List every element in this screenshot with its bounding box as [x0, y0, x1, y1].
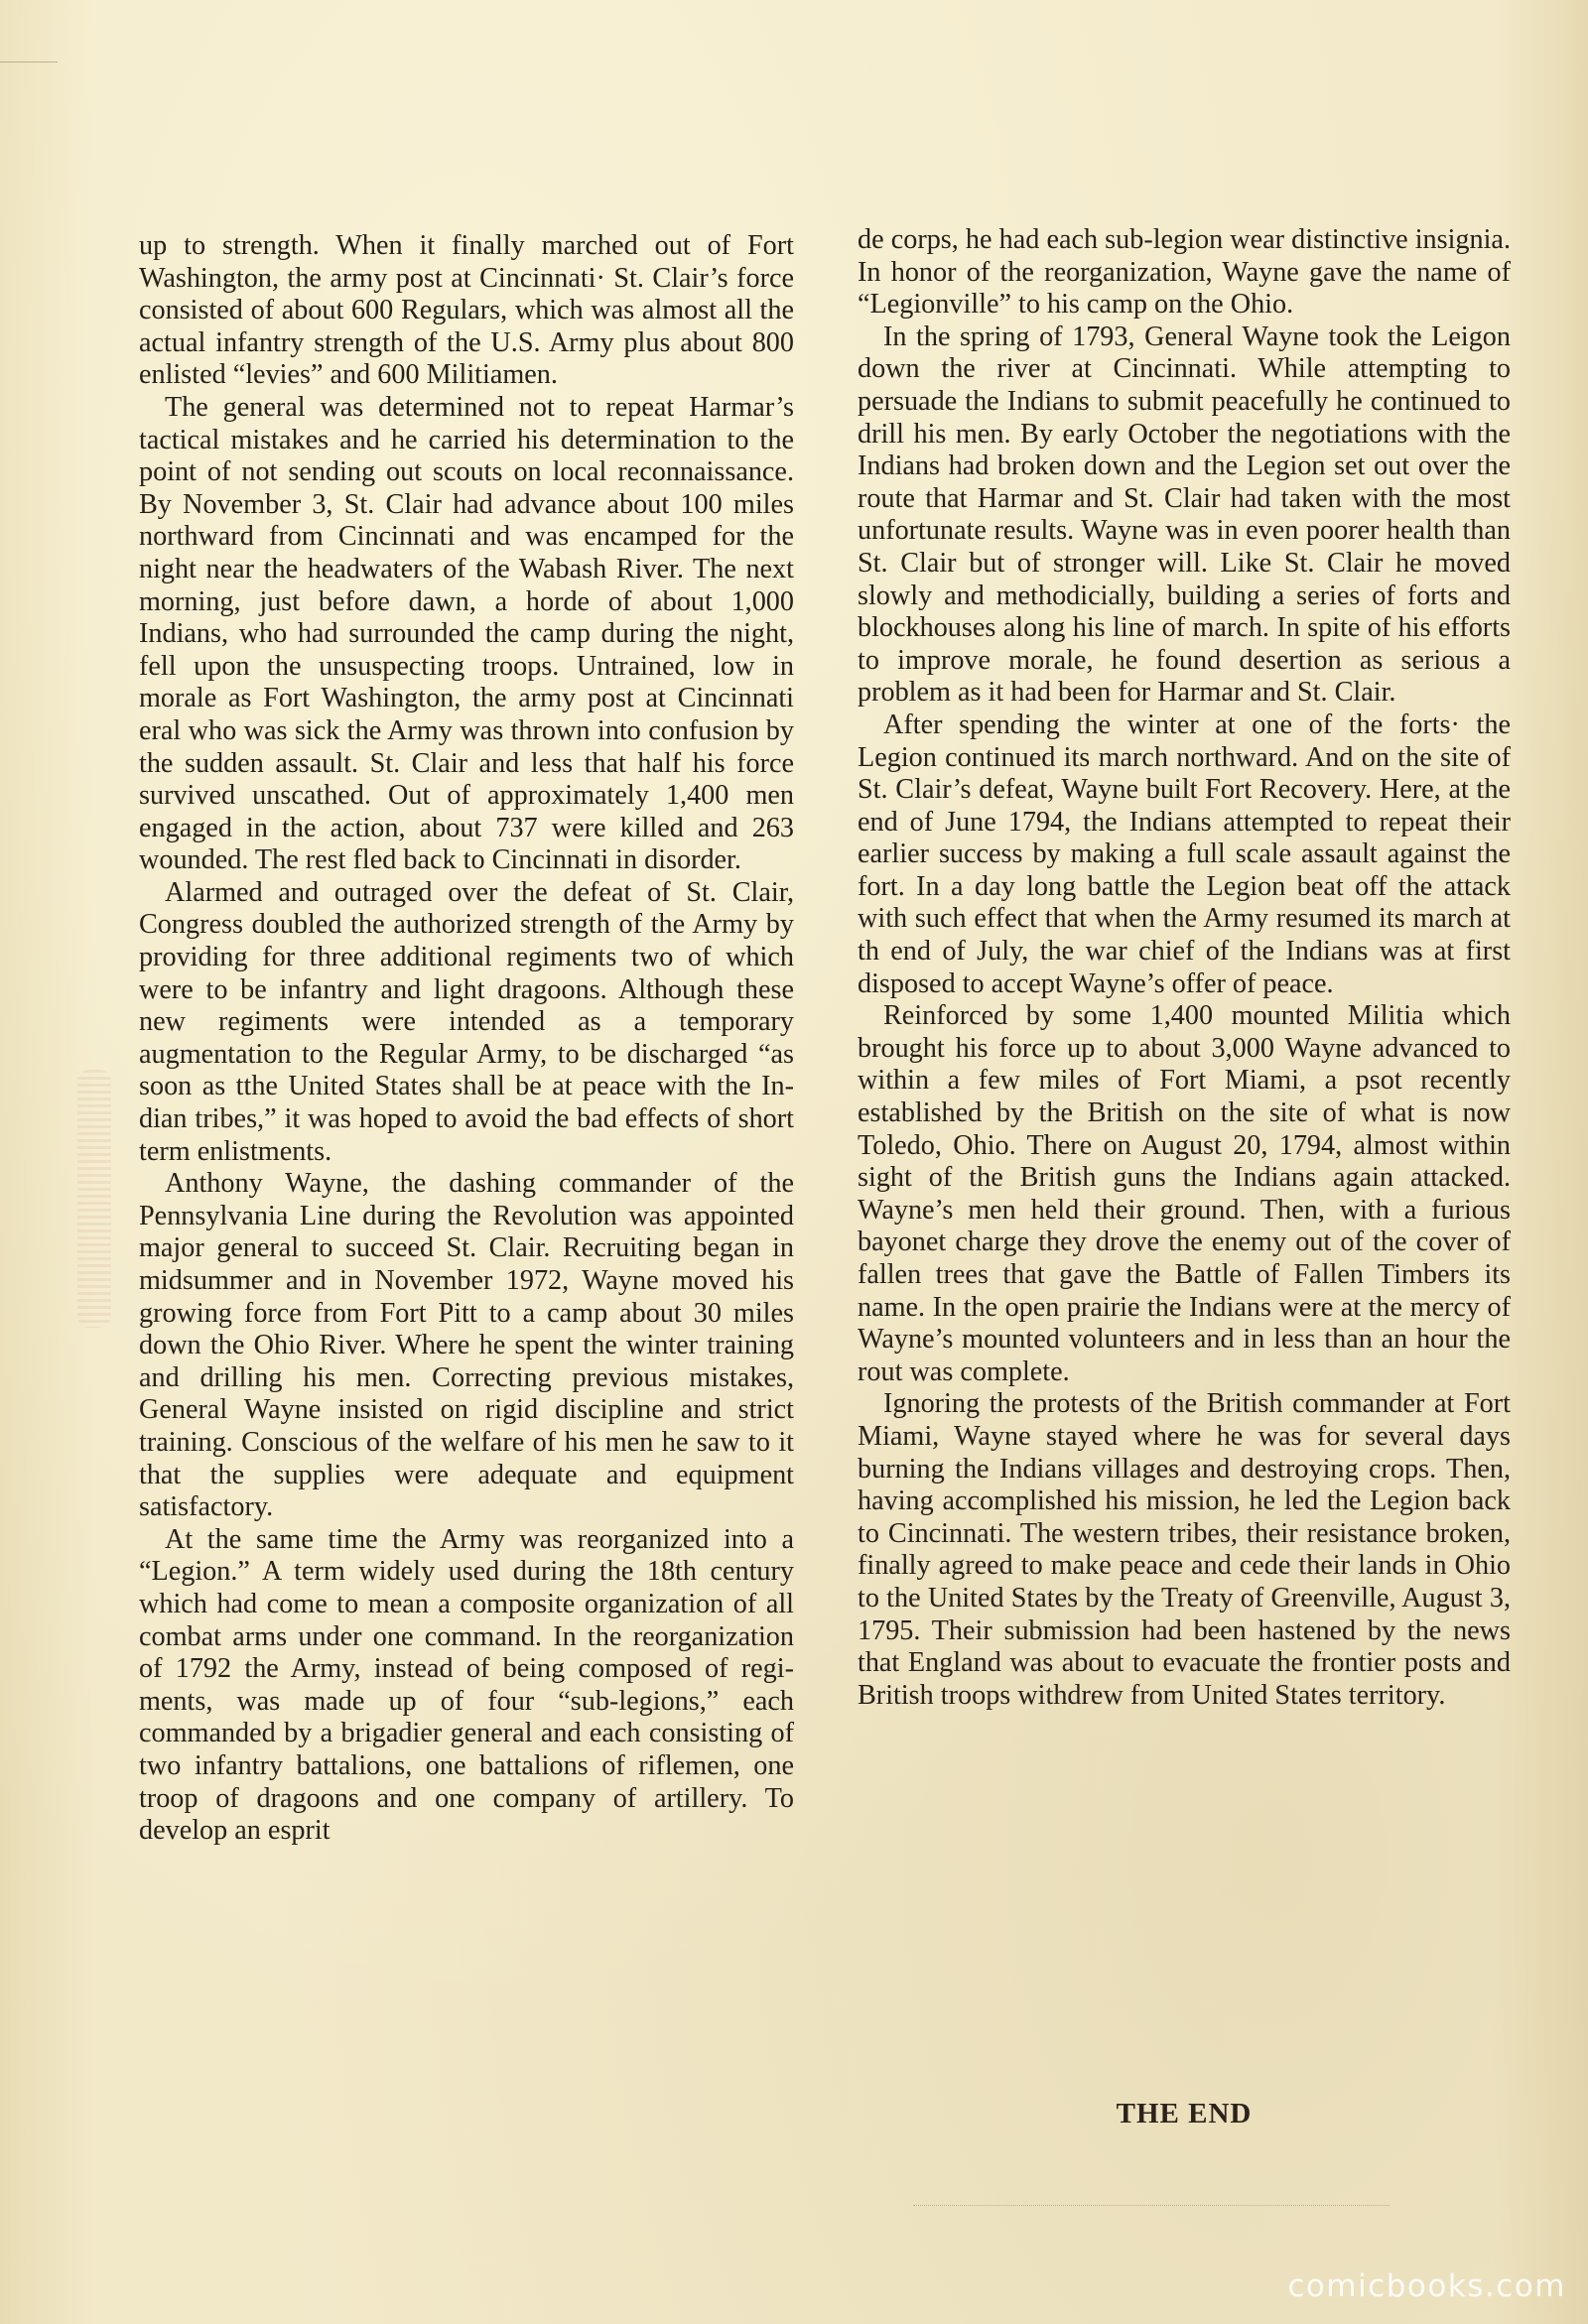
paragraph: In the spring of 1793, General Wayne took the Leigon down the river at Cincinnati. While attempting to persuade the Indians to submit peacefully he continued to drill his men. By early October the negotiations with the Indians had broken down and the Legion set out over the route that Harmar and St. Clair had taken with the most unfortunate results. Wayne was in even poorer health than St. Clair but of stronger will. Like St. Clair he moved slowly and methodicially, building a series of forts and blockhouses along his line of march. In spite of his efforts to improve morale, he found desertion as serious a problem as it had been for Harmar and St. Clair. — [858, 321, 1511, 709]
site-watermark: comicbooks.com — [1287, 2268, 1566, 2304]
paragraph: Alarmed and outraged over the defeat of St. Clair, Congress doubled the authorized strength of the Army by providing for three additional regiments two of which were to be infantry and light dragoons. Although these new regiments were intended as a temporary augmentation to the Regular Army, to be discharged “as soon as tthe United States shall be at peace with the Indian tribes,” it was hoped to avoid the bad effects of short term enlistments. — [139, 876, 794, 1167]
paragraph: After spending the winter at one of the forts· the Legion continued its march northward. And on the site of St. Clair’s defeat, Wayne built Fort Recovery. Here, at the end of June 1794, the Indians attempted to repeat their earlier success by making a full scale assault against the fort. In a day long battle the Legion beat off the attack with such effect that when the Army resumed its march at th end of July, the war chief of the Indians was at first disposed to accept Wayne’s offer of peace. — [858, 709, 1511, 999]
bottom-divider — [913, 2205, 1390, 2206]
paragraph: de corps, he had each sub-legion wear distinctive insignia. In honor of the reorganization, Wayne gave the name of “Legionville” to his camp on the Ohio. — [858, 224, 1511, 321]
paragraph: Anthony Wayne, the dashing commander of the Pennsylvania Line during the Revolution was appointed major general to succeed St. Clair. Recruiting began in midsummer and in November 1972, Wayne moved his growing force from Fort Pitt to a camp about 30 miles down the Ohio River. Where he spent the winter training and drilling his men. Correcting previous mistakes, General Wayne insisted on rigid discipline and strict training. Conscious of the welfare of his men he saw to it that the supplies were adequate and equipment satisfactory. — [139, 1168, 794, 1523]
paragraph: The general was determined not to repeat Harmar’s tactical mistakes and he carried his determination to the point of not sending out scouts on local reconnaissance. By November 3, St. Clair had advance about 100 miles northward from Cincinnati and was encamped for the night near the headwaters of the Wabash River. The next morning, just before dawn, a horde of about 1,000 Indians, who had surrounded the camp during the night, fell upon the unsuspecting troops. Untrained, low in morale as Fort Washington, the army post at Cincinnati eral who was sick the Army was thrown into confusion by the sudden assault. St. Clair and less that half his force survived unscathed. Out of approximately 1,400 men engaged in the action, about 737 were killed and 263 wounded. The rest fled back to Cincinnati in disorder. — [139, 391, 794, 876]
paper-stain — [77, 1070, 111, 1328]
closing-heading: THE END — [1116, 2098, 1253, 2130]
paragraph: Ignoring the protests of the British commander at Fort Miami, Wayne stayed where he was for several days burning the Indians villages and destroying crops. Then, having accomplished his mission, he led the Legion back to Cincinnati. The western tribes, their resistance broken, finally agreed to make peace and cede their lands in Ohio to the United States by the Treaty of Greenville, August 3, 1795. Their submission had been hastened by the news that England was about to evacuate the frontier posts and British troops withdrew from United States territory. — [858, 1388, 1511, 1711]
top-edge-mark — [0, 62, 58, 63]
paragraph: At the same time the Army was reorganized into a “Legion.” A term widely used during the 18th century which had come to mean a composite organization of all combat arms under one command. In the reorganization of 1792 the Army, instead of being composed of regiments, was made up of four “sub-legions,” each commanded by a brigadier general and each consisting of two infantry battalions, one battalions of riflemen, one troop of dragoons and one company of artillery. To develop an esprit — [139, 1523, 794, 1847]
left-column — [139, 230, 794, 1848]
paragraph: Reinforced by some 1,400 mounted Militia which brought his force up to about 3,000 Wayne advanced to within a few miles of Fort Miami, a psot recently established by the British on the site of what is now Toledo, Ohio. There on August 20, 1794, almost within sight of the British guns the Indians again attacked. Wayne’s men held their ground. Then, with a furious bayonet charge they drove the enemy out of the cover of fallen trees that gave the Battle of Fallen Timbers its name. In the open prairie the Indians were at the mercy of Wayne’s mounted volunteers and in less than an hour the rout was complete. — [858, 1000, 1511, 1387]
right-column — [858, 224, 1511, 1712]
paragraph: up to strength. When it finally marched out of Fort Washington, the army post at Cincinnati· St. Clair’s force consisted of about 600 Regulars, which was almost all the actual infantry strength of the U.S. Army plus about 800 enlisted “levies” and 600 Militiamen. — [139, 230, 794, 391]
